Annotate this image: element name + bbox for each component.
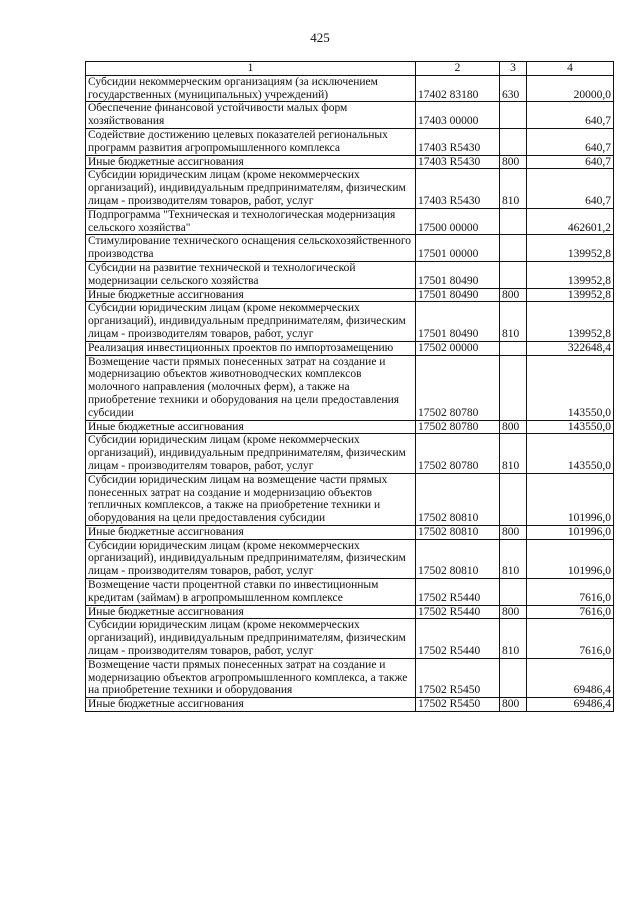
table-row bbox=[86, 355, 614, 420]
cell-expense-type bbox=[500, 261, 527, 288]
cell-expense-type: 800 bbox=[500, 698, 527, 712]
table-row bbox=[86, 302, 614, 341]
cell-name: Иные бюджетные ассигнования bbox=[86, 420, 416, 434]
table-row bbox=[86, 341, 614, 355]
cell-name: Возмещение части процентной ставки по инвестиционным кредитам (займам) в агропромышленном комплексе bbox=[86, 579, 416, 606]
cell-code: 17502 80780 bbox=[416, 434, 500, 473]
table-row bbox=[86, 605, 614, 619]
cell-code: 17403 R5430 bbox=[416, 169, 500, 208]
table-row bbox=[86, 525, 614, 539]
cell-code: 17501 00000 bbox=[416, 235, 500, 262]
cell-expense-type bbox=[500, 579, 527, 606]
cell-name: Иные бюджетные ассигнования bbox=[86, 288, 416, 302]
cell-amount: 139952,8 bbox=[527, 302, 614, 341]
cell-amount: 139952,8 bbox=[527, 261, 614, 288]
cell-amount: 101996,0 bbox=[527, 539, 614, 578]
table-row bbox=[86, 473, 614, 525]
cell-amount: 7616,0 bbox=[527, 605, 614, 619]
cell-name: Субсидии некоммерческим организациям (за исключением государственных (муниципальных) учреждений) bbox=[86, 75, 416, 102]
cell-amount: 143550,0 bbox=[527, 420, 614, 434]
cell-expense-type: 810 bbox=[500, 434, 527, 473]
cell-name: Содействие достижению целевых показателей региональных программ развития агропромышленного комплекса bbox=[86, 128, 416, 155]
cell-code: 17501 80490 bbox=[416, 288, 500, 302]
table-row bbox=[86, 579, 614, 606]
cell-name: Иные бюджетные ассигнования bbox=[86, 605, 416, 619]
cell-expense-type: 810 bbox=[500, 539, 527, 578]
cell-code: 17501 80490 bbox=[416, 261, 500, 288]
table-row bbox=[86, 420, 614, 434]
page-number: 425 bbox=[310, 30, 330, 45]
cell-code: 17502 80780 bbox=[416, 420, 500, 434]
budget-table bbox=[85, 61, 614, 712]
cell-code: 17502 00000 bbox=[416, 341, 500, 355]
cell-name: Субсидии юридическим лицам (кроме некоммерческих организаций), индивидуальным предпринимателям, физическим лицам - производителям товаров, работ, услуг bbox=[86, 539, 416, 578]
table-row bbox=[86, 434, 614, 473]
cell-code: 17502 R5440 bbox=[416, 605, 500, 619]
cell-code: 17501 80490 bbox=[416, 302, 500, 341]
cell-code: 17403 R5430 bbox=[416, 155, 500, 169]
cell-name: Субсидии на развитие технической и технологической модернизации сельского хозяйства bbox=[86, 261, 416, 288]
cell-expense-type: 810 bbox=[500, 169, 527, 208]
cell-amount: 7616,0 bbox=[527, 579, 614, 606]
table-row bbox=[86, 102, 614, 129]
cell-code: 17502 80810 bbox=[416, 539, 500, 578]
cell-amount: 139952,8 bbox=[527, 235, 614, 262]
table-row bbox=[86, 208, 614, 235]
cell-amount: 143550,0 bbox=[527, 434, 614, 473]
cell-amount: 640,7 bbox=[527, 169, 614, 208]
cell-expense-type: 800 bbox=[500, 525, 527, 539]
cell-expense-type bbox=[500, 658, 527, 697]
table-row bbox=[86, 698, 614, 712]
cell-code: 17502 R5450 bbox=[416, 698, 500, 712]
cell-name: Субсидии юридическим лицам (кроме некоммерческих организаций), индивидуальным предпринимателям, физическим лицам - производителям товаров, работ, услуг bbox=[86, 619, 416, 658]
cell-amount: 322648,4 bbox=[527, 341, 614, 355]
header-cell-name: 1 bbox=[86, 62, 416, 76]
cell-expense-type: 810 bbox=[500, 302, 527, 341]
cell-amount: 7616,0 bbox=[527, 619, 614, 658]
table-row bbox=[86, 288, 614, 302]
table-header-row bbox=[86, 62, 614, 76]
cell-name: Субсидии юридическим лицам (кроме некоммерческих организаций), индивидуальным предпринимателям, физическим лицам - производителям товаров, работ, услуг bbox=[86, 434, 416, 473]
cell-code: 17502 R5440 bbox=[416, 579, 500, 606]
cell-amount: 101996,0 bbox=[527, 525, 614, 539]
header-cell-amount: 4 bbox=[527, 62, 614, 76]
cell-name: Иные бюджетные ассигнования bbox=[86, 525, 416, 539]
cell-amount: 20000,0 bbox=[527, 75, 614, 102]
cell-name: Реализация инвестиционных проектов по импортозамещению bbox=[86, 341, 416, 355]
cell-name: Иные бюджетные ассигнования bbox=[86, 155, 416, 169]
cell-amount: 462601,2 bbox=[527, 208, 614, 235]
table-row bbox=[86, 261, 614, 288]
cell-amount: 640,7 bbox=[527, 102, 614, 129]
cell-name: Возмещение части прямых понесенных затрат на создание и модернизацию объектов животноводческих комплексов молочного направления (молочных ферм), а также на приобретение техники и оборудования на цели предоставления субсидии bbox=[86, 355, 416, 420]
cell-amount: 139952,8 bbox=[527, 288, 614, 302]
cell-name: Подпрограмма "Техническая и технологическая модернизация сельского хозяйства" bbox=[86, 208, 416, 235]
cell-amount: 143550,0 bbox=[527, 355, 614, 420]
cell-name: Стимулирование технического оснащения сельскохозяйственного производства bbox=[86, 235, 416, 262]
cell-name: Субсидии юридическим лицам (кроме некоммерческих организаций), индивидуальным предпринимателям, физическим лицам - производителям товаров, работ, услуг bbox=[86, 302, 416, 341]
cell-expense-type: 810 bbox=[500, 619, 527, 658]
header-cell-type: 3 bbox=[500, 62, 527, 76]
cell-expense-type: 800 bbox=[500, 420, 527, 434]
cell-amount: 69486,4 bbox=[527, 698, 614, 712]
cell-code: 17403 00000 bbox=[416, 102, 500, 129]
cell-amount: 640,7 bbox=[527, 128, 614, 155]
cell-expense-type bbox=[500, 235, 527, 262]
table-row bbox=[86, 539, 614, 578]
cell-expense-type bbox=[500, 355, 527, 420]
cell-amount: 640,7 bbox=[527, 155, 614, 169]
cell-code: 17502 R5450 bbox=[416, 658, 500, 697]
cell-name: Иные бюджетные ассигнования bbox=[86, 698, 416, 712]
table-row bbox=[86, 155, 614, 169]
cell-code: 17502 R5440 bbox=[416, 619, 500, 658]
header-cell-code: 2 bbox=[416, 62, 500, 76]
cell-expense-type: 800 bbox=[500, 605, 527, 619]
cell-code: 17502 80810 bbox=[416, 473, 500, 525]
cell-amount: 69486,4 bbox=[527, 658, 614, 697]
cell-name: Субсидии юридическим лицам (кроме некоммерческих организаций), индивидуальным предпринимателям, физическим лицам - производителям товаров, работ, услуг bbox=[86, 169, 416, 208]
cell-name: Возмещение части прямых понесенных затрат на создание и модернизацию объектов агропромышленного комплекса, а также на приобретение техники и оборудования bbox=[86, 658, 416, 697]
table-row bbox=[86, 619, 614, 658]
table-row bbox=[86, 658, 614, 697]
table-row bbox=[86, 235, 614, 262]
cell-expense-type bbox=[500, 341, 527, 355]
table-row bbox=[86, 128, 614, 155]
cell-amount: 101996,0 bbox=[527, 473, 614, 525]
cell-expense-type bbox=[500, 208, 527, 235]
cell-code: 17402 83180 bbox=[416, 75, 500, 102]
cell-expense-type: 800 bbox=[500, 288, 527, 302]
cell-name: Обеспечение финансовой устойчивости малых форм хозяйствования bbox=[86, 102, 416, 129]
cell-code: 17403 R5430 bbox=[416, 128, 500, 155]
cell-expense-type: 630 bbox=[500, 75, 527, 102]
cell-code: 17500 00000 bbox=[416, 208, 500, 235]
cell-code: 17502 80810 bbox=[416, 525, 500, 539]
table-row bbox=[86, 169, 614, 208]
table-body bbox=[86, 62, 614, 712]
table-row bbox=[86, 75, 614, 102]
cell-name: Субсидии юридическим лицам на возмещение части прямых понесенных затрат на создание и модернизацию объектов тепличных комплексов, а также на приобретение техники и оборудования на цели предоставления субсидии bbox=[86, 473, 416, 525]
cell-expense-type bbox=[500, 128, 527, 155]
cell-expense-type bbox=[500, 102, 527, 129]
cell-expense-type: 800 bbox=[500, 155, 527, 169]
cell-code: 17502 80780 bbox=[416, 355, 500, 420]
cell-expense-type bbox=[500, 473, 527, 525]
